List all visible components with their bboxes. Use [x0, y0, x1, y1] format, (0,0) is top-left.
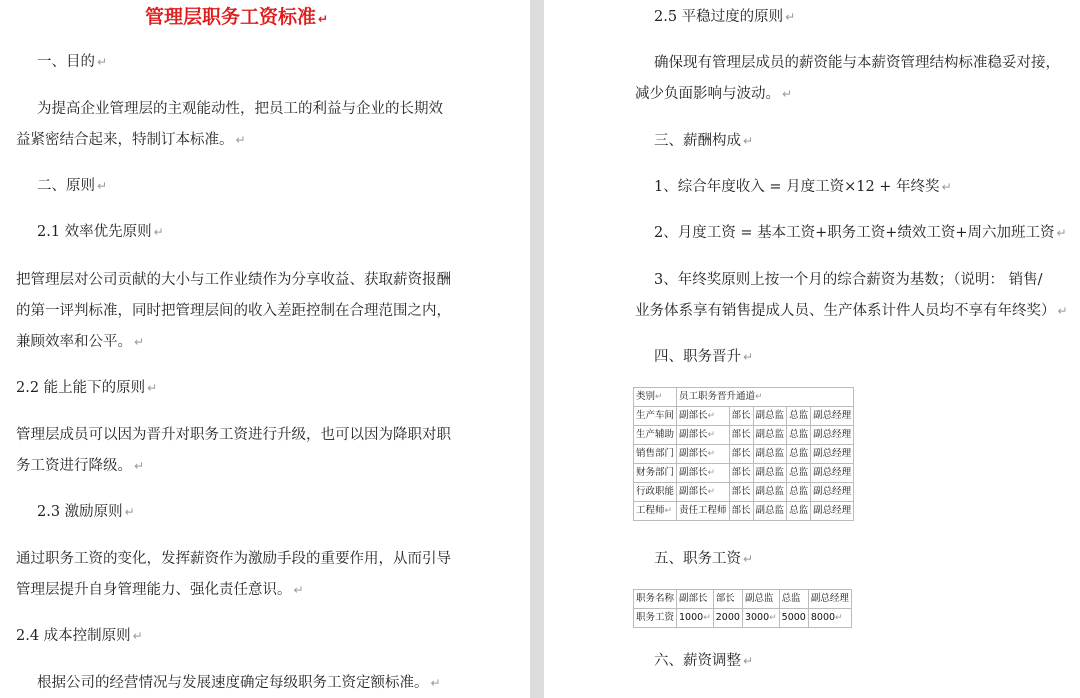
heading-promotion: 四、职务晋升 ↵ — [654, 349, 754, 365]
table-cell: 行政职能 — [634, 483, 677, 502]
subheading-2-2: 2.2 能上能下的原则 ↵ — [16, 380, 158, 396]
table-cell: 副总监 — [753, 483, 787, 502]
document-page-left — [0, 0, 530, 698]
table-row — [634, 502, 854, 521]
table-cell: 部长 — [729, 502, 753, 521]
table-cell: 副总监 — [753, 445, 787, 464]
table-row — [634, 445, 854, 464]
table-cell: 副部长↵ — [677, 464, 730, 483]
formula-annual-income: 1、综合年度收入 = 月度工资×12 + 年终奖 ↵ — [654, 179, 952, 195]
formula-monthly-salary: 2、月度工资 = 基本工资+职务工资+绩效工资+周六加班工资 ↵ — [654, 225, 1067, 241]
table-row — [634, 388, 854, 407]
table-cell: 部长 — [729, 407, 753, 426]
table-cell: 副总监 — [753, 407, 787, 426]
table-cell: 财务部门 — [634, 464, 677, 483]
subheading-2-3: 2.3 激励原则 ↵ — [37, 504, 135, 520]
table-cell: 1000↵ — [677, 609, 714, 628]
paragraph-line: 为提高企业管理层的主观能动性，把员工的利益与企业的长期效 — [37, 101, 443, 117]
paragraph-line: 管理层成员可以因为晋升对职务工资进行升级，也可以因为降职对职 — [16, 427, 451, 443]
table-cell: 职务名称 — [634, 590, 677, 609]
paragraph-line: 务工资进行降级。 ↵ — [16, 458, 145, 474]
table-cell: 工程师↵ — [634, 502, 677, 521]
table-cell: 副总经理 — [811, 445, 854, 464]
table-cell: 8000↵ — [808, 609, 851, 628]
table-cell: 5000 — [779, 609, 808, 628]
heading-salary-adjustment: 六、薪资调整 ↵ — [654, 653, 754, 669]
paragraph-line: 根据公司的经营情况与发展速度确定每级职务工资定额标准。 ↵ — [37, 675, 441, 691]
table-cell: 副总监 — [742, 590, 779, 609]
table-cell: 部长 — [729, 464, 753, 483]
table-row — [634, 609, 852, 628]
table-cell: 部长 — [729, 426, 753, 445]
table-cell: 副部长↵ — [677, 407, 730, 426]
table-cell: 销售部门 — [634, 445, 677, 464]
table-cell: 副总经理 — [808, 590, 851, 609]
table-cell: 副部长↵ — [677, 483, 730, 502]
table-cell: 类别↵ — [634, 388, 677, 407]
table-cell: 部长 — [729, 483, 753, 502]
table-cell: 副总经理 — [811, 407, 854, 426]
table-row — [634, 426, 854, 445]
subheading-2-5: 2.5 平稳过度的原则 ↵ — [654, 9, 796, 25]
table-cell: 总监 — [779, 590, 808, 609]
table-cell: 副总经理 — [811, 464, 854, 483]
table-cell: 总监 — [787, 483, 811, 502]
document-page-right — [544, 0, 1080, 698]
table-cell: 总监 — [787, 502, 811, 521]
table-cell: 副总经理 — [811, 426, 854, 445]
page-gap — [530, 0, 544, 698]
table-cell: 副总监 — [753, 464, 787, 483]
table-cell: 生产车间 — [634, 407, 677, 426]
paragraph-line: 把管理层对公司贡献的大小与工作业绩作为分享收益、获取薪资报酬 — [16, 272, 451, 288]
table-cell: 副总经理 — [811, 483, 854, 502]
document-title: 管理层职务工资标准 ↵ — [145, 6, 329, 28]
paragraph-line: 兼顾效率和公平。 ↵ — [16, 334, 145, 350]
table-cell: 总监 — [787, 426, 811, 445]
table-cell: 副总监 — [753, 426, 787, 445]
heading-position-salary: 五、职务工资 ↵ — [654, 551, 754, 567]
subheading-2-4: 2.4 成本控制原则 ↵ — [16, 628, 143, 644]
subheading-2-1: 2.1 效率优先原则 ↵ — [37, 224, 164, 240]
table-cell: 职务工资 — [634, 609, 677, 628]
table-cell: 副总经理 — [811, 502, 854, 521]
heading-compensation: 三、薪酬构成 ↵ — [654, 133, 754, 149]
table-row — [634, 483, 854, 502]
table-cell: 3000↵ — [742, 609, 779, 628]
paragraph-line: 确保现有管理层成员的薪资能与本薪资管理结构标准稳妥对接， — [654, 55, 1060, 71]
paragraph-line: 3、年终奖原则上按一个月的综合薪资为基数；（说明： 销售/ — [654, 272, 1043, 288]
paragraph-line: 的第一评判标准，同时把管理层间的收入差距控制在合理范围之内， — [16, 303, 451, 319]
table-cell: 总监 — [787, 464, 811, 483]
table-cell: 副部长↵ — [677, 445, 730, 464]
paragraph-line: 业务体系享有销售提成人员、生产体系计件人员均不享有年终奖） ↵ — [635, 303, 1068, 319]
salary-table — [633, 589, 852, 628]
table-cell: 副总监 — [753, 502, 787, 521]
table-cell: 部长 — [713, 590, 742, 609]
table-cell: 责任工程师 — [677, 502, 730, 521]
table-cell: 总监 — [787, 445, 811, 464]
table-cell: 总监 — [787, 407, 811, 426]
paragraph-line: 管理层提升自身管理能力、强化责任意识。 ↵ — [16, 582, 304, 598]
table-cell: 副部长↵ — [677, 426, 730, 445]
table-row — [634, 464, 854, 483]
table-cell: 副部长 — [677, 590, 714, 609]
heading-principles: 二、原则 ↵ — [37, 178, 108, 194]
paragraph-line: 通过职务工资的变化，发挥薪资作为激励手段的重要作用，从而引导 — [16, 551, 451, 567]
heading-purpose: 一、目的 ↵ — [37, 54, 108, 70]
table-row — [634, 590, 852, 609]
table-cell: 生产辅助 — [634, 426, 677, 445]
promotion-table — [633, 387, 854, 521]
paragraph-line: 减少负面影响与波动。 ↵ — [635, 86, 793, 102]
table-row — [634, 407, 854, 426]
paragraph-line: 益紧密结合起来，特制订本标准。 ↵ — [16, 132, 246, 148]
table-cell: 部长 — [729, 445, 753, 464]
table-cell: 员工职务晋升通道↵ — [677, 388, 854, 407]
table-cell: 2000 — [713, 609, 742, 628]
